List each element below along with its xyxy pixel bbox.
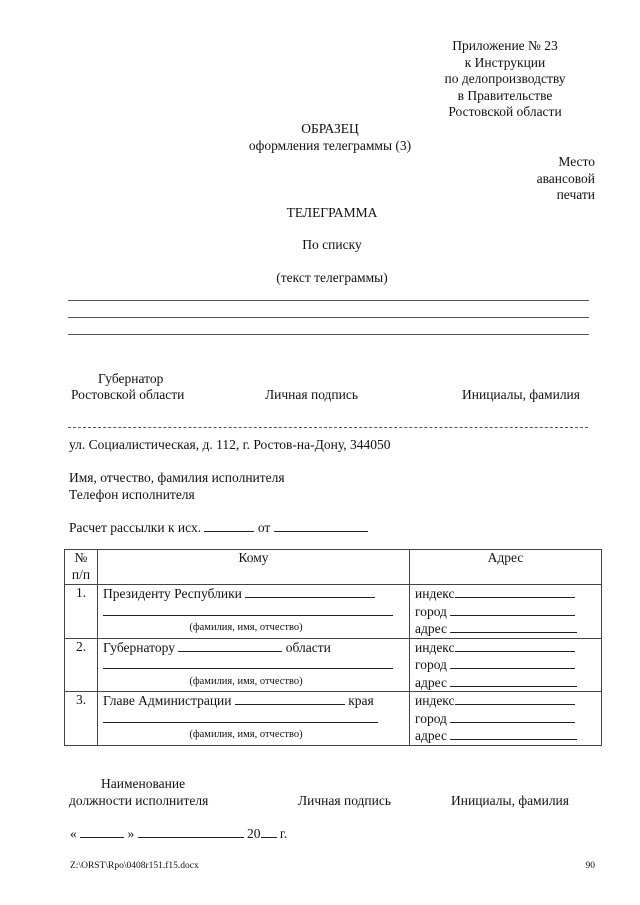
telegram-recipients: По списку — [302, 237, 362, 252]
header-num-line-1: № — [74, 550, 88, 565]
date-year-suffix: г. — [279, 826, 288, 841]
recipient-suffix: края — [348, 693, 374, 708]
city-field[interactable] — [450, 710, 575, 723]
sample-heading — [210, 121, 450, 154]
city-label: город — [415, 710, 447, 726]
index-field[interactable] — [455, 639, 575, 652]
date-day-field[interactable] — [80, 825, 124, 838]
row-recipient — [98, 692, 410, 746]
stamp-place-line-1: Место — [558, 154, 595, 169]
executor-initials: Инициалы, фамилия — [451, 793, 569, 808]
date-year-field[interactable] — [261, 825, 277, 838]
row-recipient — [98, 638, 410, 692]
row-recipient — [98, 585, 410, 639]
date-open-quote: « — [70, 826, 77, 841]
sample-title: ОБРАЗЕЦ — [301, 121, 359, 136]
executor-sign: Личная подпись — [298, 793, 392, 808]
executor-position-line-2: должности исполнителя — [69, 793, 209, 808]
recipient-name-field[interactable] — [235, 692, 345, 705]
distribution-table — [64, 549, 602, 746]
date-month-field[interactable] — [138, 825, 244, 838]
row-address — [410, 585, 602, 639]
index-field[interactable] — [455, 585, 575, 598]
appendix-line-1: Приложение № 23 — [452, 38, 558, 53]
text-line — [68, 300, 589, 301]
header-num-line-2: п/п — [71, 566, 91, 582]
appendix-line-5: Ростовской области — [448, 104, 562, 119]
row-address — [410, 692, 602, 746]
recipient-name-field-2[interactable] — [103, 656, 393, 669]
date-row — [70, 825, 287, 842]
date-year-prefix: 20 — [247, 826, 261, 841]
table-header-row — [65, 550, 602, 585]
table-row — [65, 638, 602, 692]
stamp-place-line-2: авансовой — [536, 170, 595, 186]
recipient-caption: (фамилия, имя, отчество) — [189, 729, 303, 740]
addr-field[interactable] — [450, 620, 577, 633]
recipient-name-field[interactable] — [245, 585, 375, 598]
distribution-label: Расчет рассылки к исх. — [69, 520, 202, 535]
telegram-title: ТЕЛЕГРАММА — [286, 205, 378, 220]
row-num: 1. — [65, 585, 98, 639]
recipient-prefix: Президенту Республики — [103, 586, 242, 601]
footer-page-number: 90 — [585, 861, 595, 871]
row-address — [410, 638, 602, 692]
cut-line — [68, 427, 588, 428]
executor-position-line-1: Наименование — [101, 776, 186, 791]
footer-file-path: Z:\ORST\Rpo\0408r151.f15.docx — [70, 861, 199, 871]
header-num — [65, 550, 98, 585]
addr-field[interactable] — [450, 727, 577, 740]
telegram-text-placeholder: (текст телеграммы) — [276, 270, 388, 285]
index-label: индекс — [415, 586, 455, 601]
row-num: 3. — [65, 692, 98, 746]
stamp-place-line-3: печати — [556, 187, 595, 202]
city-field[interactable] — [450, 656, 575, 669]
index-label: индекс — [415, 693, 455, 708]
signature-sign: Личная подпись — [265, 387, 359, 402]
recipient-name-field-2[interactable] — [103, 710, 378, 723]
outgoing-date-field[interactable] — [274, 519, 368, 532]
index-field[interactable] — [455, 692, 575, 705]
recipient-prefix: Губернатору — [103, 639, 175, 655]
addr-field[interactable] — [450, 674, 577, 687]
date-close-quote: » — [127, 826, 135, 841]
sample-subtitle: оформления телеграммы (3) — [248, 137, 412, 153]
table-row — [65, 692, 602, 746]
header-address: Адрес — [410, 550, 602, 585]
index-label: индекс — [415, 639, 455, 655]
text-line — [68, 317, 589, 318]
stamp-place — [500, 154, 595, 204]
appendix-line-4: в Правительстве — [457, 87, 553, 103]
recipient-prefix: Главе Администрации — [103, 693, 232, 708]
addr-label: адрес — [415, 674, 447, 690]
row-num: 2. — [65, 638, 98, 692]
address-line: ул. Социалистическая, д. 112, г. Ростов-на-Дону, 344050 — [69, 437, 391, 452]
recipient-suffix: области — [285, 639, 331, 655]
city-field[interactable] — [450, 603, 575, 616]
distribution-label-row — [69, 519, 368, 536]
signature-position-line-1: Губернатор — [98, 371, 164, 386]
city-label: город — [415, 657, 447, 672]
appendix-line-2: к Инструкции — [464, 54, 546, 70]
recipient-caption: (фамилия, имя, отчество) — [189, 622, 303, 633]
executor-phone: Телефон исполнителя — [69, 487, 195, 502]
signature-position-line-2: Ростовской области — [71, 387, 185, 402]
city-label: город — [415, 603, 447, 619]
outgoing-number-field[interactable] — [204, 519, 254, 532]
appendix-line-3: по делопроизводству — [444, 71, 566, 86]
appendix-block — [420, 38, 590, 121]
table-row — [65, 585, 602, 639]
distribution-from: от — [257, 520, 271, 535]
recipient-name-field-2[interactable] — [103, 603, 393, 616]
recipient-caption: (фамилия, имя, отчество) — [189, 675, 303, 687]
executor-name: Имя, отчество, фамилия исполнителя — [69, 470, 285, 485]
addr-label: адрес — [415, 621, 447, 636]
header-to: Кому — [98, 550, 410, 585]
addr-label: адрес — [415, 728, 447, 743]
signature-name: Инициалы, фамилия — [462, 387, 580, 402]
recipient-name-field[interactable] — [178, 639, 282, 652]
text-line — [68, 334, 589, 335]
